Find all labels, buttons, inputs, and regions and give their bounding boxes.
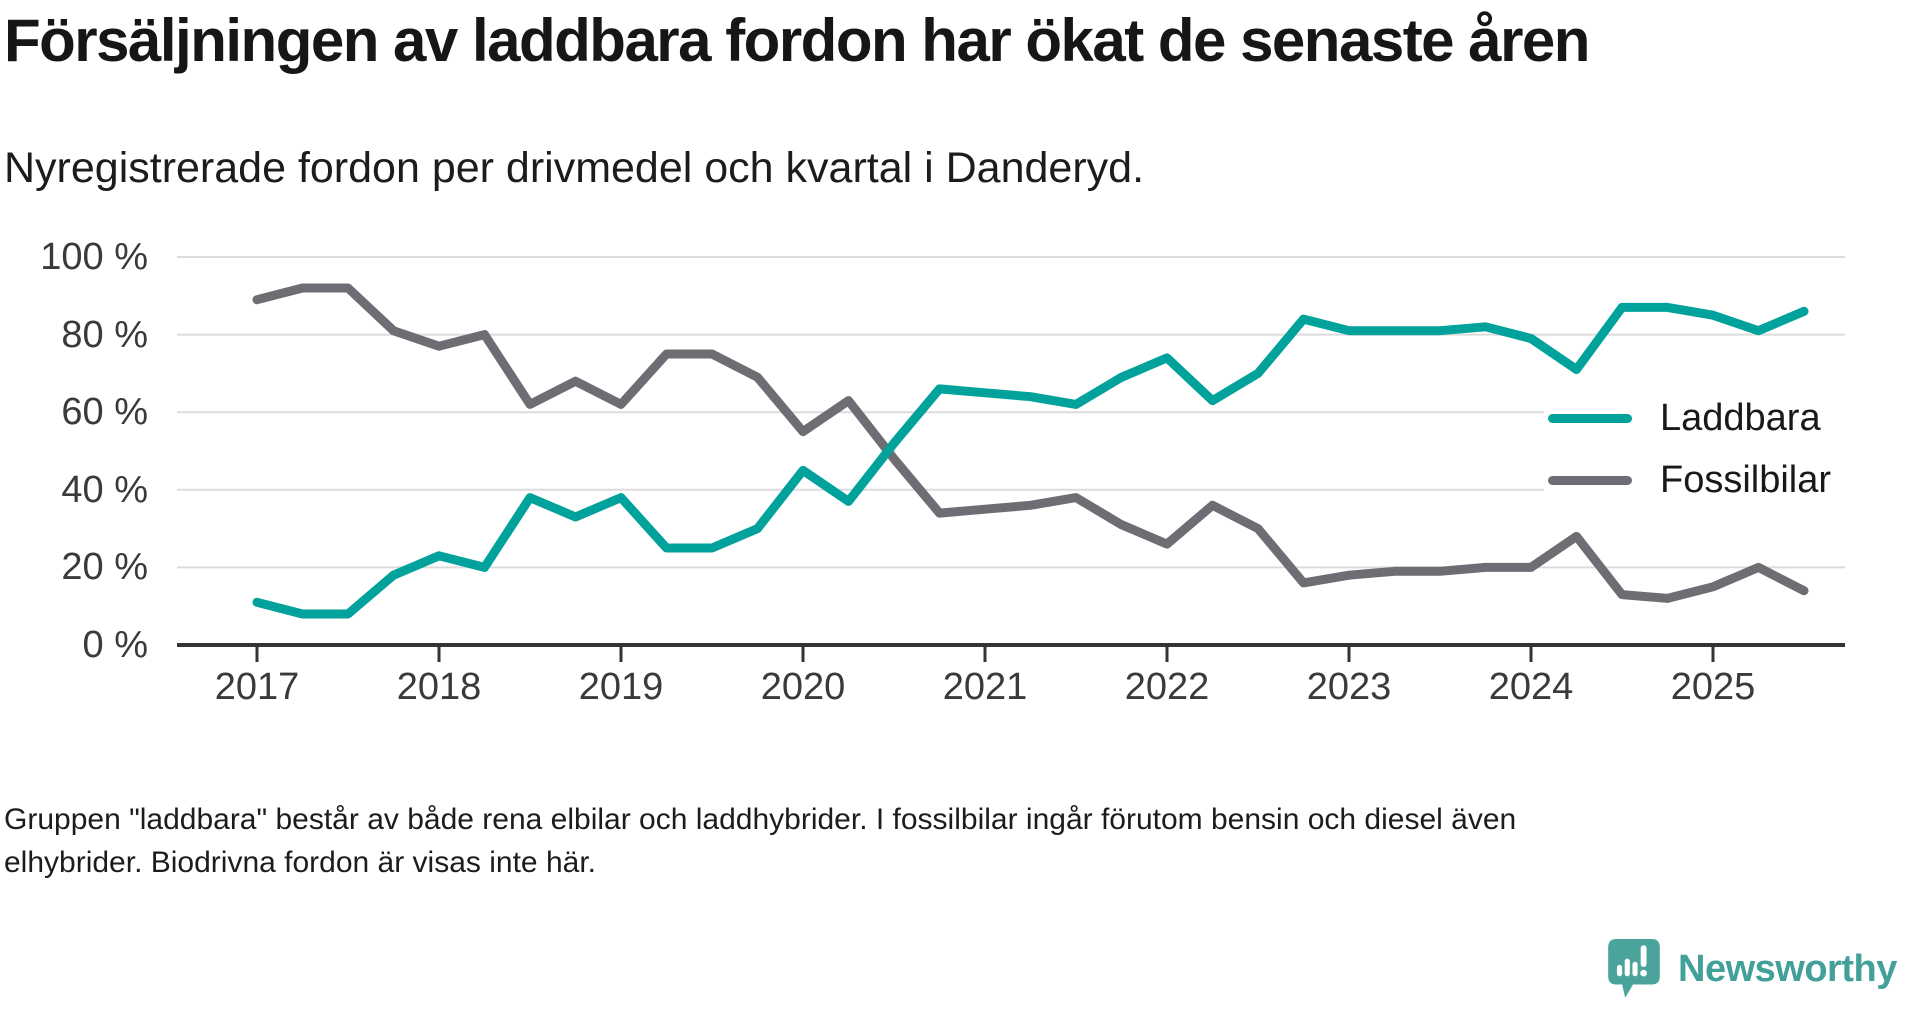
x-tick-label: 2020 bbox=[760, 666, 846, 708]
x-tick-label: 2024 bbox=[1488, 666, 1574, 708]
x-tick-label: 2025 bbox=[1670, 666, 1756, 708]
legend bbox=[1544, 394, 1845, 504]
x-tick-label: 2018 bbox=[396, 666, 482, 708]
page-title: Försäljningen av laddbara fordon har ökat de senaste åren bbox=[4, 7, 1589, 74]
x-tick-label: 2017 bbox=[214, 666, 300, 708]
page-subtitle: Nyregistrerade fordon per drivmedel och kvartal i Danderyd. bbox=[4, 144, 1145, 192]
y-tick-label: 100 % bbox=[40, 236, 148, 278]
footnote-line2: elhybrider. Biodrivna fordon är visas inte här. bbox=[4, 846, 596, 879]
x-tick-label: 2021 bbox=[942, 666, 1028, 708]
y-tick-label: 80 % bbox=[61, 313, 148, 356]
x-tick-label: 2022 bbox=[1124, 666, 1210, 708]
legend-label: Laddbara bbox=[1660, 396, 1821, 439]
legend-item-laddbara bbox=[1544, 394, 1845, 442]
y-tick-label: 20 % bbox=[61, 546, 148, 589]
legend-item-fossilbilar bbox=[1544, 456, 1845, 504]
x-tick-label: 2019 bbox=[578, 666, 664, 708]
legend-label: Fossilbilar bbox=[1660, 458, 1832, 501]
newsworthy-logo-text: Newsworthy bbox=[1678, 947, 1897, 990]
x-tick-label: 2023 bbox=[1306, 666, 1392, 708]
y-tick-label: 60 % bbox=[61, 391, 148, 434]
newsworthy-logo bbox=[1606, 938, 1897, 1000]
footnote bbox=[4, 798, 1864, 884]
y-tick-label: 0 % bbox=[82, 624, 148, 666]
y-tick-label: 40 % bbox=[61, 468, 148, 511]
legend-swatch bbox=[1548, 414, 1632, 423]
legend-swatch bbox=[1548, 476, 1632, 485]
footnote-line1: Gruppen "laddbara" består av både rena elbilar och laddhybrider. I fossilbilar ingår förutom bensin och diesel även bbox=[4, 803, 1517, 836]
newsworthy-icon bbox=[1606, 938, 1662, 1000]
